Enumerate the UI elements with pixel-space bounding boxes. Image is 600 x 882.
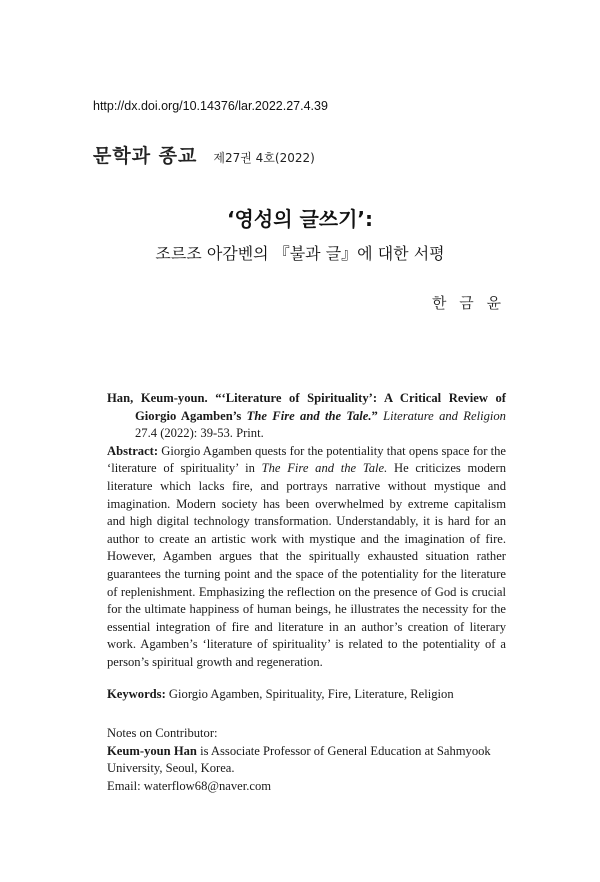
abstract-text-1: Giorgio Agamben quests for the potentiality that opens space for the ‘literature of spirituality’ in — [107, 443, 506, 476]
contributor-bio-text: is Associate Professor of General Education at Sahmyook University, Seoul, Korea. — [107, 743, 491, 776]
contributor-name: Keum-youn Han — [107, 743, 197, 758]
article-author: 한 금 윤 — [431, 294, 505, 312]
abstract-block — [107, 390, 506, 795]
journal-header — [93, 141, 315, 168]
citation-details: 27.4 (2022): 39-53. Print. — [135, 426, 264, 441]
abstract-book-title: The Fire and the Tale. — [261, 461, 388, 476]
citation — [107, 390, 506, 443]
journal-issue: 제27권 4호(2022) — [213, 151, 315, 165]
abstract — [107, 443, 506, 672]
contributor-bio — [107, 743, 506, 778]
citation-title: “‘Literature of Spirituality’: A Critical Review of Giorgio Agamben’s — [135, 391, 506, 423]
notes-heading: Notes on Contributor: — [107, 726, 218, 741]
abstract-label: Abstract: — [107, 443, 159, 458]
abstract-text-2: He criticizes modern literature which lacks fire, and portrays narrative without mystique and imagination. Modern society has been overwhelmed by extreme capitalism and high digital technology transformation. Understandably, it is hard for an author to create an artistic work with mystique and the imagination of fire. However, Agamben argues that the spiritually exhausted situation rather guarantees the turning point and the space of the potentiality for the literature of replenishment. Emphasizing the reflection on the presence of God is crucial for the ultimate happiness of human beings, he illustrates the necessity for the essential integration of fire and literature in an author’s creation of literary work. Agamben’s ‘literature of spirituality’ is related to the potentiality of a person’s spiritual growth and regeneration. — [107, 461, 507, 669]
citation-journal: Literature and Religion — [383, 408, 506, 423]
contributor-notes — [107, 725, 506, 795]
citation-author: Han, Keum-youn. — [107, 391, 208, 405]
keywords-text: Giorgio Agamben, Spirituality, Fire, Literature, Religion — [168, 686, 454, 701]
citation-close-quote: ” — [371, 408, 378, 423]
article-subtitle: 조르조 아감벤의 『불과 글』에 대한 서평 — [155, 244, 445, 263]
article-title: ‘영성의 글쓰기’: — [226, 207, 374, 231]
doi-link[interactable]: http://dx.doi.org/10.14376/lar.2022.27.4.39 — [93, 99, 328, 113]
keywords-label: Keywords: — [107, 686, 166, 701]
keywords — [107, 686, 506, 704]
contributor-email[interactable]: Email: waterflow68@naver.com — [107, 778, 272, 793]
citation-book: The Fire and the Tale. — [246, 408, 372, 423]
journal-logo: 문학과 종교 — [93, 145, 198, 167]
